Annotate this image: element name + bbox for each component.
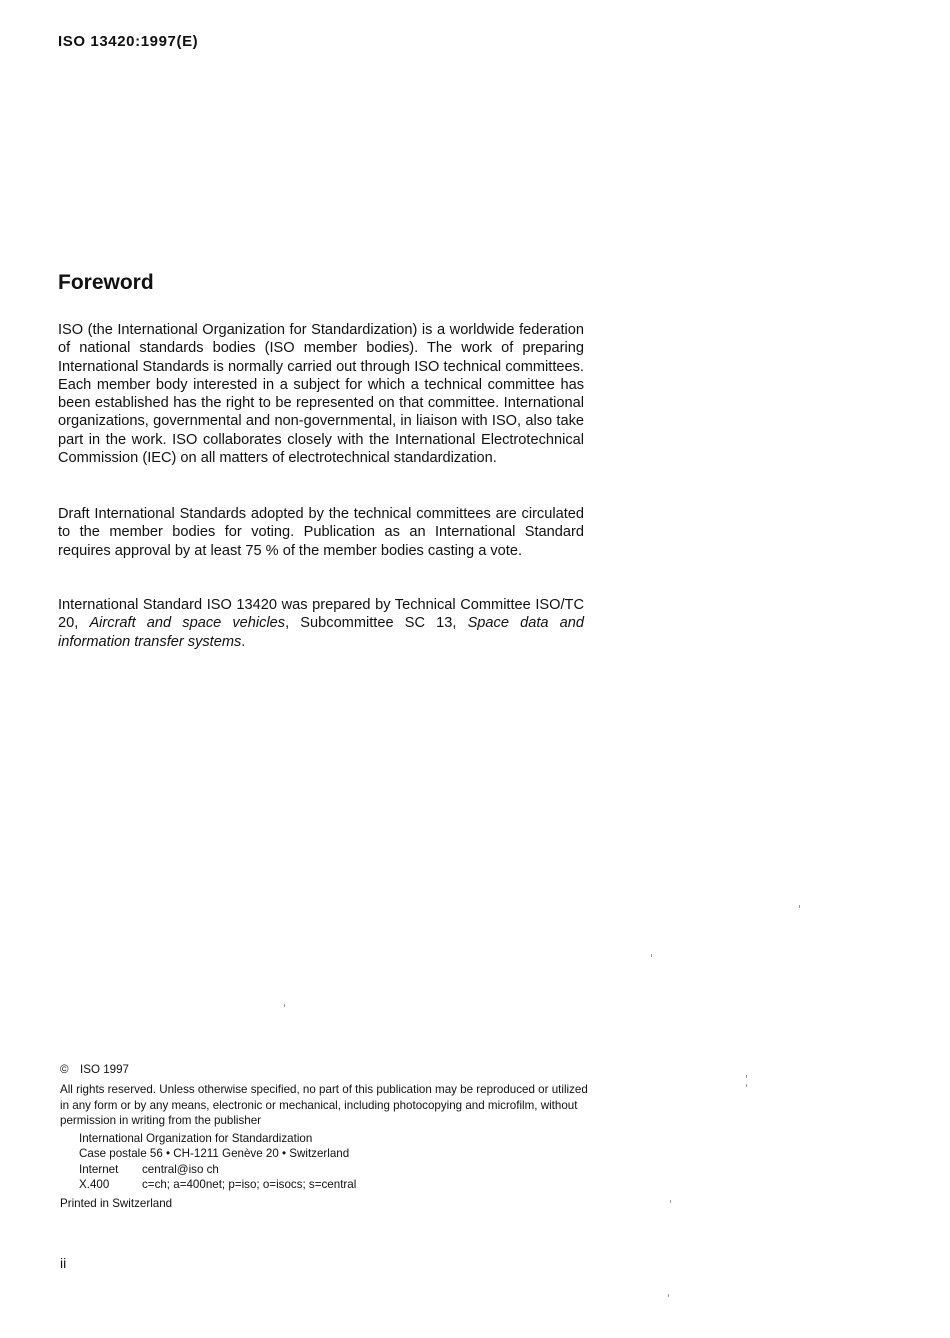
org-name: International Organization for Standardization — [79, 1132, 313, 1146]
copyright-block — [60, 1062, 590, 1212]
scan-speck — [670, 1200, 671, 1203]
postal-address: Case postale 56 • CH-1211 Genève 20 • Switzerland — [79, 1147, 350, 1161]
scan-speck — [799, 905, 800, 908]
x400-line — [79, 1177, 590, 1192]
scan-speck — [651, 954, 652, 957]
foreword-paragraph-2: Draft International Standards adopted by the technical committees are circulated to the member bodies for voting. Publication as an International Standard requires approval by at least 75 % of the member bodies casting a vote. — [58, 506, 584, 559]
p3-text-2: , Subcommittee SC 13, — [285, 615, 468, 632]
p3-text-3: . — [241, 633, 246, 650]
x400-label: X.400 — [79, 1178, 110, 1192]
copyright-line — [60, 1062, 590, 1077]
foreword-title: Foreword — [58, 271, 154, 294]
internet-label: Internet — [79, 1162, 119, 1176]
p3-text-1: International Standard ISO 13420 was prepared by Technical Committee ISO/TC 20, — [58, 597, 584, 632]
internet-value: central@iso ch — [142, 1162, 219, 1176]
scan-speck — [668, 1294, 669, 1297]
scan-speck — [746, 1084, 747, 1087]
publisher-address — [60, 1131, 590, 1192]
scan-speck — [746, 1075, 747, 1078]
p3-subcommittee-name: Space data and information transfer systems — [58, 615, 584, 650]
document-id-header: ISO 13420:1997(E) — [58, 33, 199, 50]
x400-value: c=ch; a=400net; p=iso; o=isocs; s=central — [142, 1178, 357, 1192]
foreword-paragraph-1: ISO (the International Organization for Standardization) is a worldwide federation of national standards bodies (ISO member bodies). The work of preparing International Standards is normally carried out through ISO technical committees. Each member body interested in a subject for which a technical committee has been established has the right to be represented on that committee. International organizations, governmental and non-governmental, in liaison with ISO, also take part in the work. ISO collaborates closely with the International Electrotechnical Commission (IEC) on all matters of electrotechnical standardization. — [58, 322, 584, 467]
rights-notice: All rights reserved. Unless otherwise specified, no part of this publication may be reproduced or utilized in any form or by any means, electronic or mechanical, including photocopying and microfilm, without permission in writing from the publisher — [60, 1083, 588, 1127]
copyright-symbol: © — [60, 1063, 69, 1076]
foreword-paragraph-3 — [58, 596, 584, 651]
scan-speck — [284, 1004, 285, 1007]
internet-line — [79, 1162, 590, 1177]
page-number: ii — [60, 1255, 67, 1271]
copyright-year: ISO 1997 — [80, 1063, 129, 1076]
p3-committee-name: Aircraft and space vehicles — [89, 615, 286, 632]
printed-in: Printed in Switzerland — [60, 1197, 173, 1211]
